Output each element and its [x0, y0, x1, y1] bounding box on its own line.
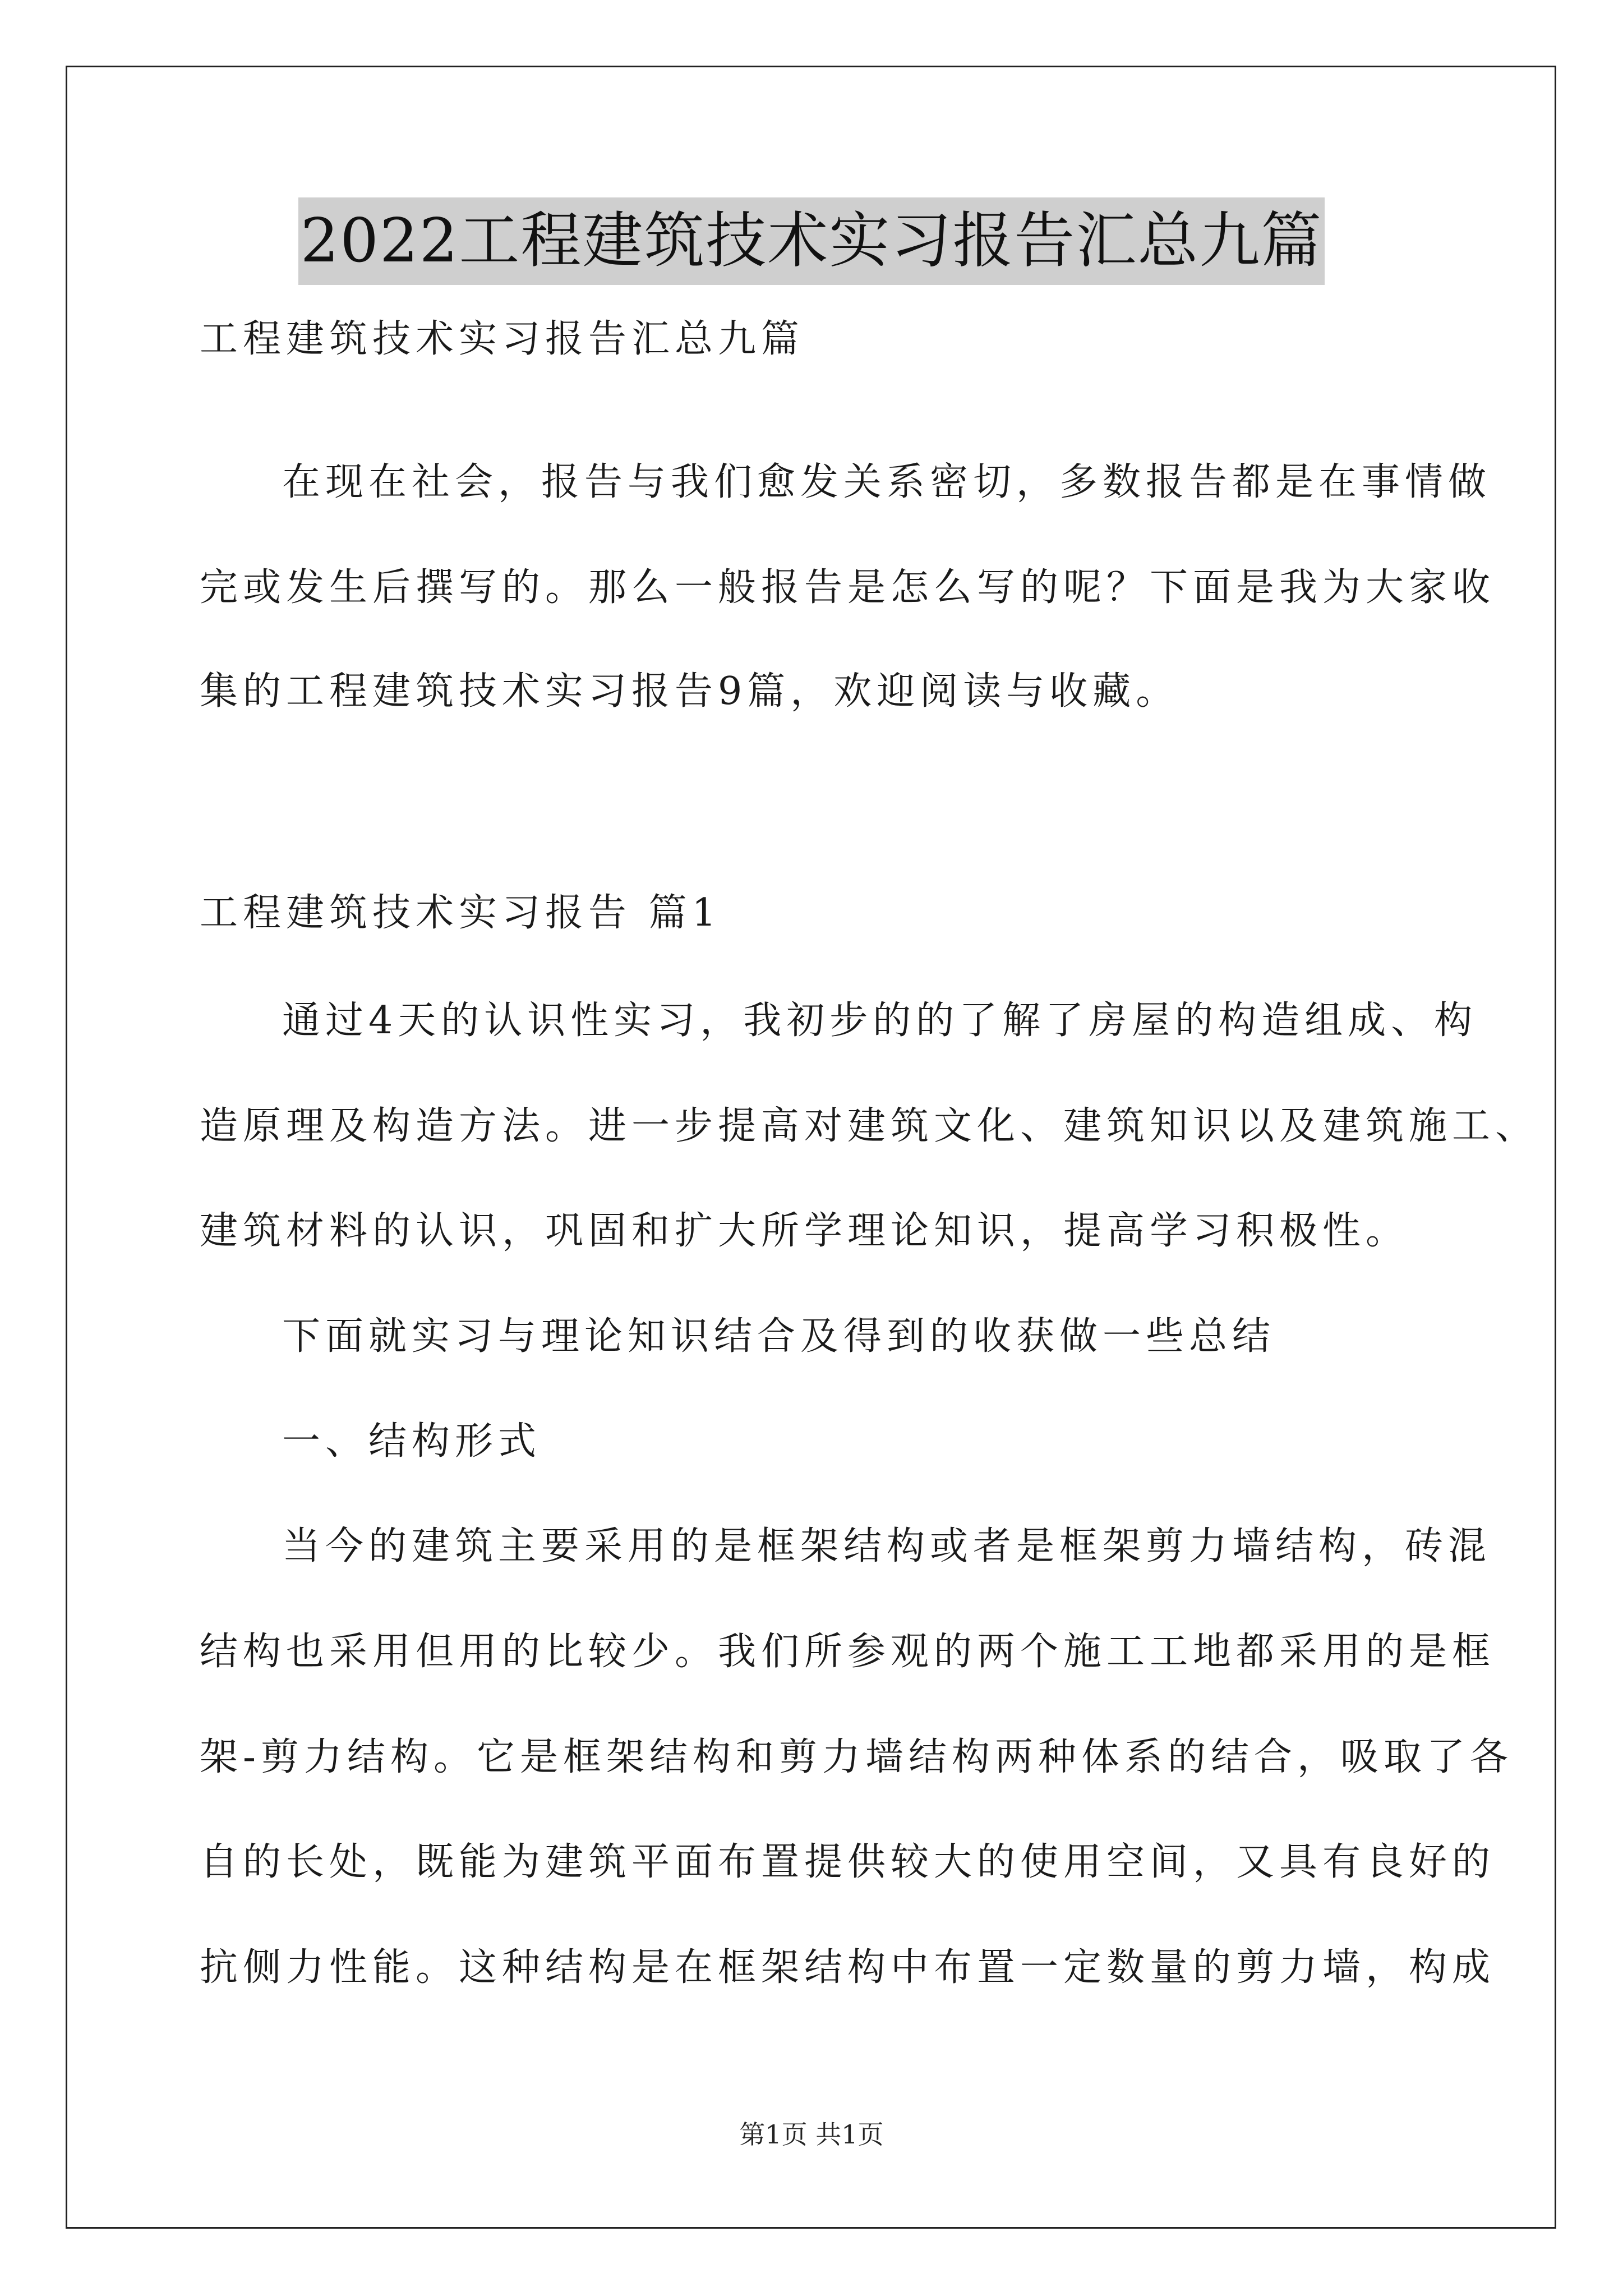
- paragraph-line: 下面就实习与理论知识结合及得到的收获做一些总结: [282, 1314, 1276, 1359]
- page-footer: 第1页 共1页: [739, 2119, 884, 2150]
- paragraph-line: 架-剪力结构。它是框架结构和剪力墙结构两种体系的结合，吸取了各: [200, 1735, 1513, 1779]
- document-title: 2022工程建筑技术实习报告汇总九篇: [298, 197, 1325, 285]
- paragraph-line: 通过4天的认识性实习，我初步的的了解了房屋的构造组成、构: [282, 999, 1478, 1043]
- paragraph-line: 建筑材料的认识，巩固和扩大所学理论知识，提高学习积极性。: [200, 1209, 1409, 1253]
- paragraph-line: 结构也采用但用的比较少。我们所参观的两个施工工地都采用的是框: [200, 1630, 1496, 1674]
- paragraph-line: 完或发生后撰写的。那么一般报告是怎么写的呢？下面是我为大家收: [200, 565, 1496, 610]
- subtitle-line: 工程建筑技术实习报告汇总九篇: [200, 317, 805, 361]
- paragraph-line: 在现在社会，报告与我们愈发关系密切，多数报告都是在事情做: [282, 460, 1492, 504]
- paragraph-line: 自的长处，既能为建筑平面布置提供较大的使用空间，又具有良好的: [200, 1840, 1496, 1884]
- paragraph-line: 集的工程建筑技术实习报告9篇，欢迎阅读与收藏。: [200, 669, 1179, 714]
- subsection-heading: 一、结构形式: [282, 1419, 542, 1464]
- paragraph-line: 造原理及构造方法。进一步提高对建筑文化、建筑知识以及建筑施工、: [200, 1104, 1539, 1148]
- paragraph-line: 抗侧力性能。这种结构是在框架结构中布置一定数量的剪力墙，构成: [200, 1945, 1496, 1990]
- section-heading: 工程建筑技术实习报告 篇1: [200, 891, 721, 935]
- title-container: [0, 197, 1623, 285]
- paragraph-line: 当今的建筑主要采用的是框架结构或者是框架剪力墙结构，砖混: [282, 1524, 1492, 1568]
